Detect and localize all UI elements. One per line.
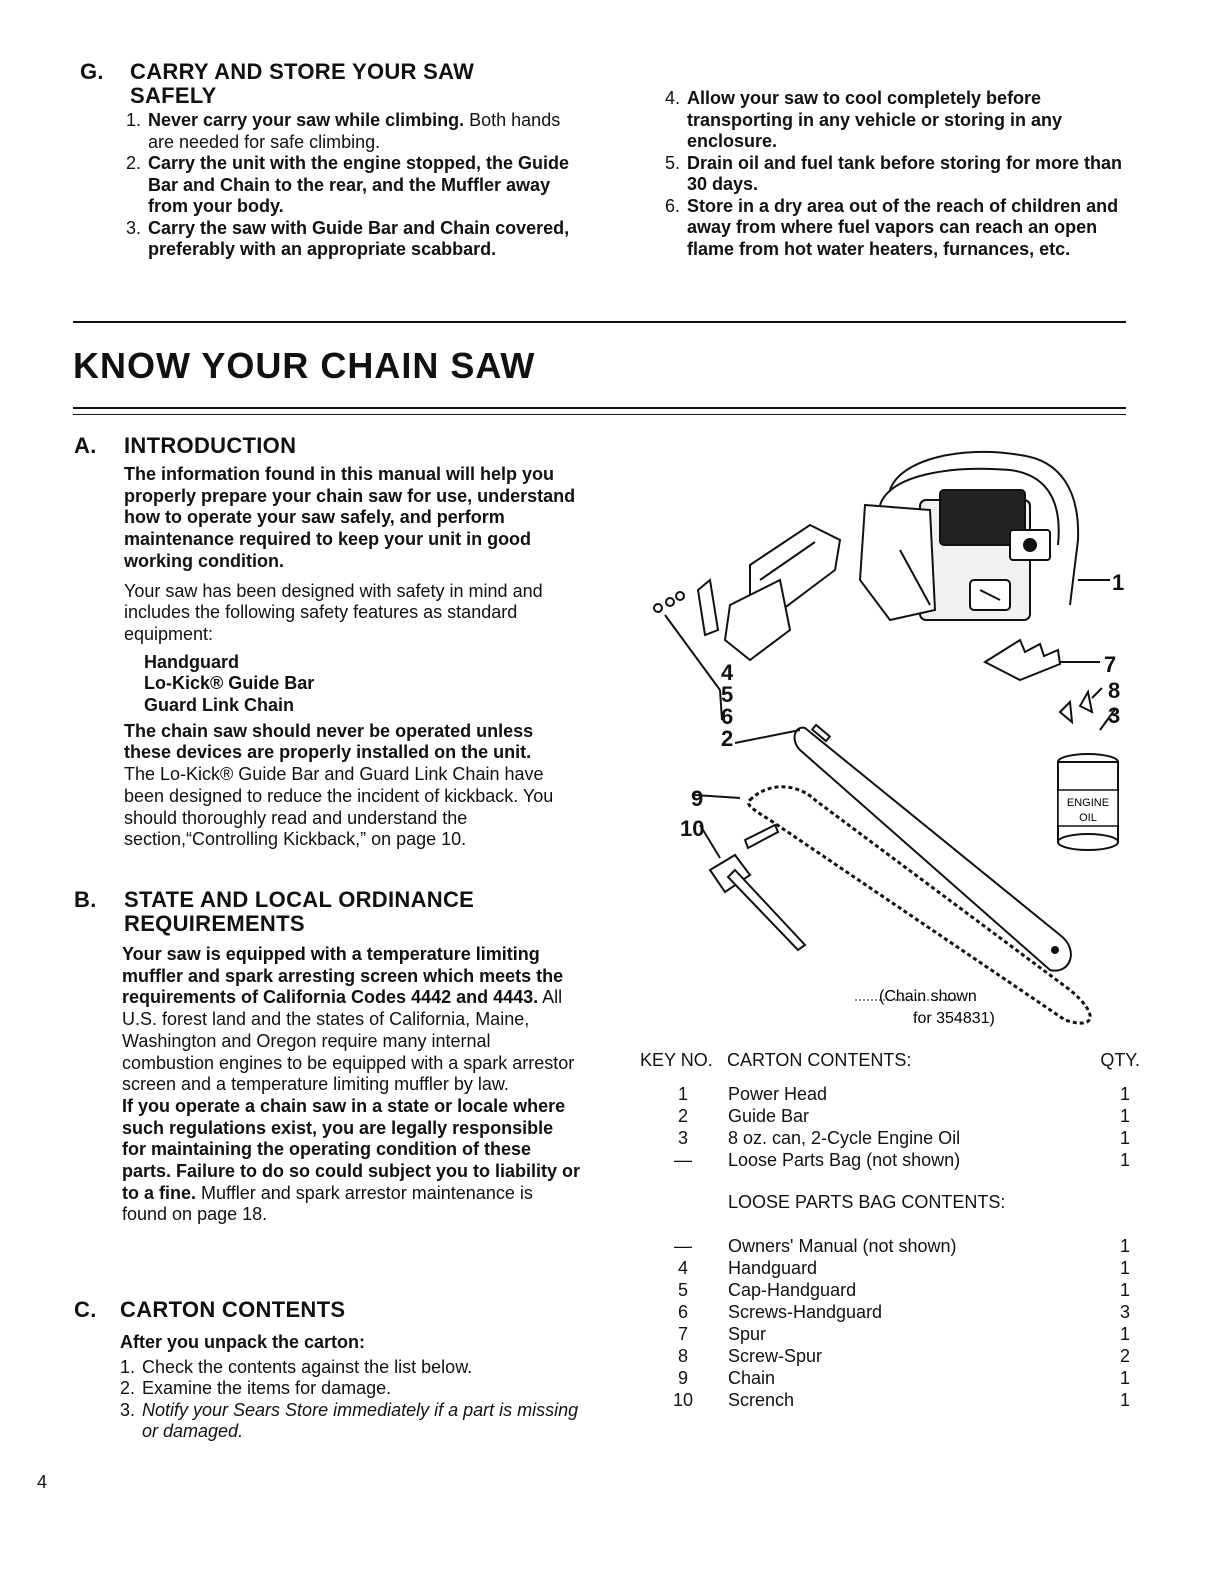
row-qty: 1 [1119, 1084, 1130, 1104]
liability-bold-text: If you operate a chain saw in a state or locale where such regulations exist, you are legally responsible for maintaining the operating condition of these parts. Failure to do so could subject you to liability or to a fine. [122, 1095, 581, 1203]
item-bold-text: Allow your saw to cool completely before transporting in any vehicle or storing in any enclosure. [687, 88, 1063, 151]
table-row [640, 1105, 1140, 1127]
intro-paragraph: The information found in this manual will help you properly prepare your chain saw for use, understand how to operate your saw safely, and perform maintenance required to keep your unit in good working condition. [124, 464, 576, 571]
row-desc: Cap-Handguard [728, 1280, 857, 1300]
row-qty: 1 [1119, 1236, 1130, 1256]
row-qty: 1 [1119, 1368, 1130, 1388]
list-item [126, 110, 585, 153]
row-key: 10 [672, 1390, 694, 1410]
item-bold-text: Carry the unit with the engine stopped, the Guide Bar and Chain to the rear, and the Muffler away from your body. [148, 153, 570, 216]
section-g-heading [80, 60, 585, 108]
chain-caption-line1: (Chain shown [879, 988, 977, 1005]
section-a-title: INTRODUCTION [124, 433, 297, 458]
row-key: 2 [677, 1106, 688, 1126]
callout-8: 8 [1108, 678, 1121, 703]
row-desc: Handguard [728, 1258, 818, 1278]
section-c-letter: C. [74, 1297, 97, 1322]
row-key: 4 [677, 1258, 688, 1278]
callout-1: 1 [1112, 570, 1125, 595]
row-desc: Guide Bar [728, 1106, 810, 1126]
row-qty: 3 [1119, 1302, 1130, 1322]
section-b-title-line2: REQUIREMENTS [124, 911, 305, 936]
item-bold-text: Store in a dry area out of the reach of children and away from where fuel vapors can reach an open flame from hot water heaters, furnances, etc. [687, 195, 1119, 259]
list-item [665, 196, 1123, 261]
row-key: — [674, 1236, 692, 1256]
row-desc: Spur [728, 1324, 767, 1344]
item-number: 2. [120, 1378, 136, 1399]
row-qty: 1 [1119, 1280, 1130, 1300]
carton-contents-table [640, 1049, 1140, 1411]
liability-paragraph [122, 1096, 582, 1226]
unpack-steps [120, 1357, 582, 1443]
page-number: 4 [37, 1472, 48, 1492]
section-b-letter: B. [74, 887, 97, 912]
row-desc: Owners' Manual (not shown) [728, 1236, 957, 1256]
divider-rule-thin [73, 414, 1126, 415]
list-item [120, 1357, 582, 1379]
row-desc: Screws-Handguard [728, 1302, 883, 1322]
section-g-letter: G. [80, 59, 104, 84]
callout-4: 4 [721, 660, 734, 685]
row-qty: 2 [1119, 1346, 1130, 1366]
table-row [640, 1083, 1140, 1105]
handguard-illustration [654, 525, 840, 690]
callout-9: 9 [691, 786, 704, 811]
table-row [640, 1257, 1140, 1279]
table-row [640, 1323, 1140, 1345]
loose-parts-heading-row [640, 1191, 1140, 1217]
row-qty: 1 [1119, 1324, 1130, 1344]
callout-7: 7 [1104, 652, 1117, 677]
item-text: Examine the items for damage. [142, 1378, 392, 1399]
warning-paragraph: The chain saw should never be operated unless these devices are properly installed on the unit. [124, 720, 534, 763]
row-key: 3 [677, 1128, 688, 1148]
item-bold-text: Drain oil and fuel tank before storing for more than 30 days. [687, 152, 1123, 194]
row-key: 7 [677, 1324, 688, 1344]
item-number: 1. [120, 1356, 136, 1377]
section-c [74, 1298, 582, 1443]
list-item [120, 1378, 582, 1400]
table-row [640, 1345, 1140, 1367]
row-desc: Power Head [728, 1084, 828, 1104]
ordinance-text: All U.S. forest land and the states of California, Maine, Washington and Oregon require many internal combustion engines to be equipped with a spark arrestor screen and a temperature limiting muffler by law. [122, 987, 575, 1095]
spur-illustration [985, 640, 1100, 680]
callout-3: 3 [1108, 703, 1121, 728]
loose-parts-title: LOOSE PARTS BAG CONTENTS: [728, 1192, 1006, 1212]
list-item [120, 1400, 582, 1443]
ordinance-paragraph [122, 944, 582, 1096]
row-key: 8 [677, 1346, 688, 1366]
row-key: 5 [677, 1280, 688, 1300]
row-desc: Scrench [728, 1390, 795, 1410]
item-number: 6. [665, 195, 681, 216]
feature-item: Lo-Kick® Guide Bar [144, 673, 315, 694]
section-c-title: CARTON CONTENTS [120, 1297, 346, 1322]
section-a-letter: A. [74, 433, 97, 458]
row-qty: 1 [1119, 1258, 1130, 1278]
callout-2: 2 [721, 726, 734, 751]
power-head-illustration [860, 452, 1078, 620]
header-qty: QTY. [1100, 1050, 1140, 1070]
chain-caption-line2: for 354831) [913, 1010, 995, 1027]
section-g [80, 60, 585, 261]
item-text: Notify your Sears Store immediately if a part is missing or damaged. [142, 1399, 579, 1442]
table-header [640, 1049, 1140, 1075]
item-bold-text: Never carry your saw while climbing. [148, 110, 465, 130]
callout-10: 10 [680, 816, 705, 841]
row-desc: Screw-Spur [728, 1346, 823, 1366]
divider-rule [73, 321, 1126, 323]
liability-text: Muffler and spark arrestor maintenance is found on page 18. [122, 1182, 533, 1225]
item-number: 4. [665, 88, 681, 108]
row-desc: Chain [728, 1368, 776, 1388]
item-number: 5. [665, 152, 681, 173]
section-b-title-line1: STATE AND LOCAL ORDINANCE [124, 887, 475, 912]
row-key: 9 [677, 1368, 688, 1388]
section-g-title-line1: CARRY AND STORE YOUR SAW [130, 59, 475, 84]
feature-list [144, 652, 582, 717]
list-item [665, 153, 1123, 196]
item-number: 3. [126, 217, 142, 238]
scrench-illustration [700, 825, 805, 950]
row-key: 1 [677, 1084, 688, 1104]
header-contents: CARTON CONTENTS: [727, 1050, 912, 1070]
row-key: — [674, 1150, 692, 1170]
row-qty: 1 [1119, 1150, 1130, 1170]
item-number: 3. [120, 1399, 136, 1420]
list-item [126, 153, 585, 218]
unpack-lead: After you unpack the carton: [120, 1332, 366, 1352]
header-key-no: KEY NO. [640, 1050, 713, 1070]
kickback-paragraph: The Lo-Kick® Guide Bar and Guard Link Chain have been designed to reduce the incident of kickback. You should thoroughly read and understand the section,“Controlling Kickback,” on page 10. [124, 764, 554, 850]
engine-oil-can-illustration [1058, 708, 1118, 850]
table-row [640, 1149, 1140, 1171]
table-row [640, 1235, 1140, 1257]
item-number: 1. [126, 110, 142, 130]
section-g-list-left [126, 110, 585, 261]
row-key: 6 [677, 1302, 688, 1322]
section-b [74, 888, 582, 1226]
table-row [640, 1279, 1140, 1301]
can-label-line2: OIL [1079, 812, 1097, 824]
section-g-title-line2: SAFELY [130, 83, 217, 108]
row-qty: 1 [1119, 1106, 1130, 1126]
page-title: KNOW YOUR CHAIN SAW [73, 345, 536, 386]
section-g-list-right [665, 88, 1123, 260]
callout-5: 5 [721, 682, 734, 707]
row-qty: 1 [1119, 1390, 1130, 1410]
ordinance-bold-text: Your saw is equipped with a temperature limiting muffler and spark arresting screen which meets the requirements of California Codes 4442 and 4443. [122, 944, 564, 1008]
list-item [665, 88, 1123, 153]
table-row [640, 1301, 1140, 1323]
feature-item: Guard Link Chain [144, 695, 295, 716]
item-text: Check the contents against the list below. [142, 1356, 473, 1377]
table-row [640, 1389, 1140, 1411]
divider-rule [73, 407, 1126, 409]
can-label-line1: ENGINE [1066, 797, 1110, 809]
table-row [640, 1367, 1140, 1389]
section-a [74, 434, 582, 851]
parts-diagram [600, 430, 1160, 1040]
section-a-heading [74, 434, 582, 458]
section-b-heading [74, 888, 582, 936]
callout-6: 6 [721, 704, 734, 729]
item-number: 2. [126, 153, 142, 173]
section-c-heading [74, 1298, 582, 1322]
table-row [640, 1127, 1140, 1149]
spur-screws-illustration [1060, 688, 1102, 722]
row-qty: 1 [1119, 1128, 1130, 1148]
row-desc: Loose Parts Bag (not shown) [728, 1150, 961, 1170]
row-desc: 8 oz. can, 2-Cycle Engine Oil [728, 1128, 961, 1148]
item-text: Both hands are needed for safe climbing. [148, 110, 561, 152]
intro-features-paragraph: Your saw has been designed with safety in mind and includes the following safety features as standard equipment: [124, 580, 543, 644]
feature-item: Handguard [144, 651, 240, 672]
list-item [126, 218, 585, 261]
item-bold-text: Carry the saw with Guide Bar and Chain covered, preferably with an appropriate scabbard. [148, 217, 570, 259]
